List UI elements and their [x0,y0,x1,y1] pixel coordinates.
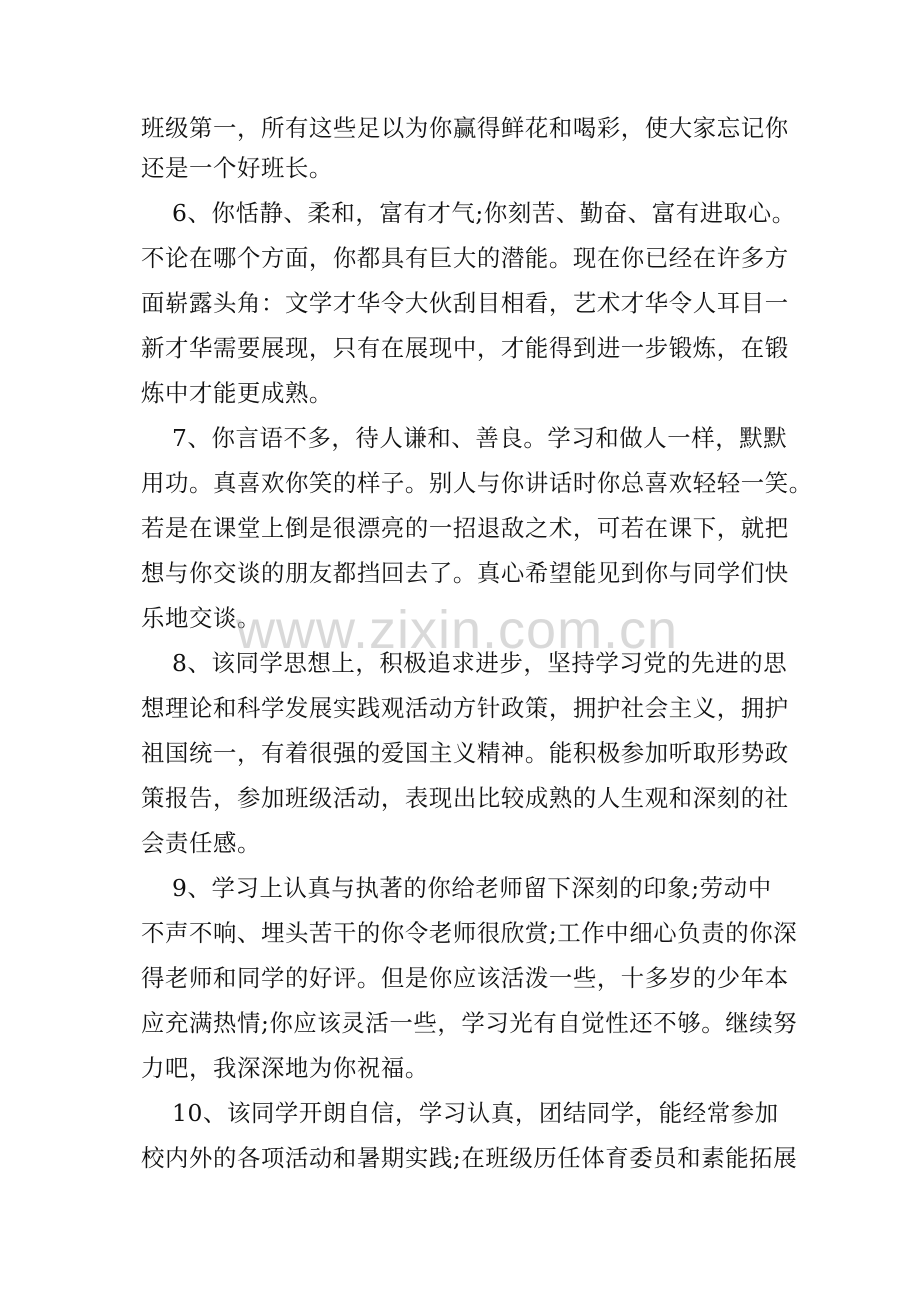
text-line: 乐地交谈。 [141,604,261,632]
text-line: 会责任感。 [141,829,261,857]
text-line: 想理论和科学发展实践观活动方针政策，拥护社会主义，拥护 [141,694,789,722]
text-line: 祖国统一，有着很强的爱国主义精神。能积极参加听取形势政 [141,739,789,767]
text-line: 新才华需要展现，只有在展现中，才能得到进一步锻炼，在锻 [141,334,789,362]
text-line: 若是在课堂上倒是很漂亮的一招退敌之术，可若在课下，就把 [141,514,789,542]
text-line: 还是一个好班长。 [141,154,333,182]
text-line: 班级第一，所有这些足以为你赢得鲜花和喝彩，使大家忘记你 [141,114,789,142]
text-line: 策报告，参加班级活动，表现出比较成熟的人生观和深刻的社 [141,784,789,812]
text-line: 想与你交谈的朋友都挡回去了。真心希望能见到你与同学们快 [141,559,789,587]
text-line: 力吧，我深深地为你祝福。 [141,1054,429,1082]
text-line: 面崭露头角：文学才华令大伙刮目相看，艺术才华令人耳目一 [141,289,789,317]
paragraph-9-first-line: 9、学习上认真与执著的你给老师留下深刻的印象;劳动中 [172,874,772,902]
paragraph-10-first-line: 10、该同学开朗自信，学习认真，团结同学，能经常参加 [172,1099,779,1127]
text-line: 用功。真喜欢你笑的样子。别人与你讲话时你总喜欢轻轻一笑。 [141,469,813,497]
text-line: 得老师和同学的好评。但是你应该活泼一些，十多岁的少年本 [141,964,789,992]
text-line: 不论在哪个方面，你都具有巨大的潜能。现在你已经在许多方 [141,244,789,272]
text-line: 应充满热情;你应该灵活一些，学习光有自觉性还不够。继续努 [141,1009,798,1037]
text-line: 炼中才能更成熟。 [141,379,333,407]
paragraph-8-first-line: 8、该同学思想上，积极追求进步，坚持学习党的先进的思 [172,649,788,677]
text-line: 不声不响、埋头苦干的你令老师很欣赏;工作中细心负责的你深 [141,919,798,947]
watermark: www.zixin.com.cn [236,600,679,660]
text-line: 校内外的各项活动和暑期实践;在班级历任体育委员和素能拓展 [141,1144,798,1172]
paragraph-6-first-line: 6、你恬静、柔和，富有才气;你刻苦、勤奋、富有进取心。 [172,199,796,227]
paragraph-7-first-line: 7、你言语不多，待人谦和、善良。学习和做人一样，默默 [172,424,788,452]
